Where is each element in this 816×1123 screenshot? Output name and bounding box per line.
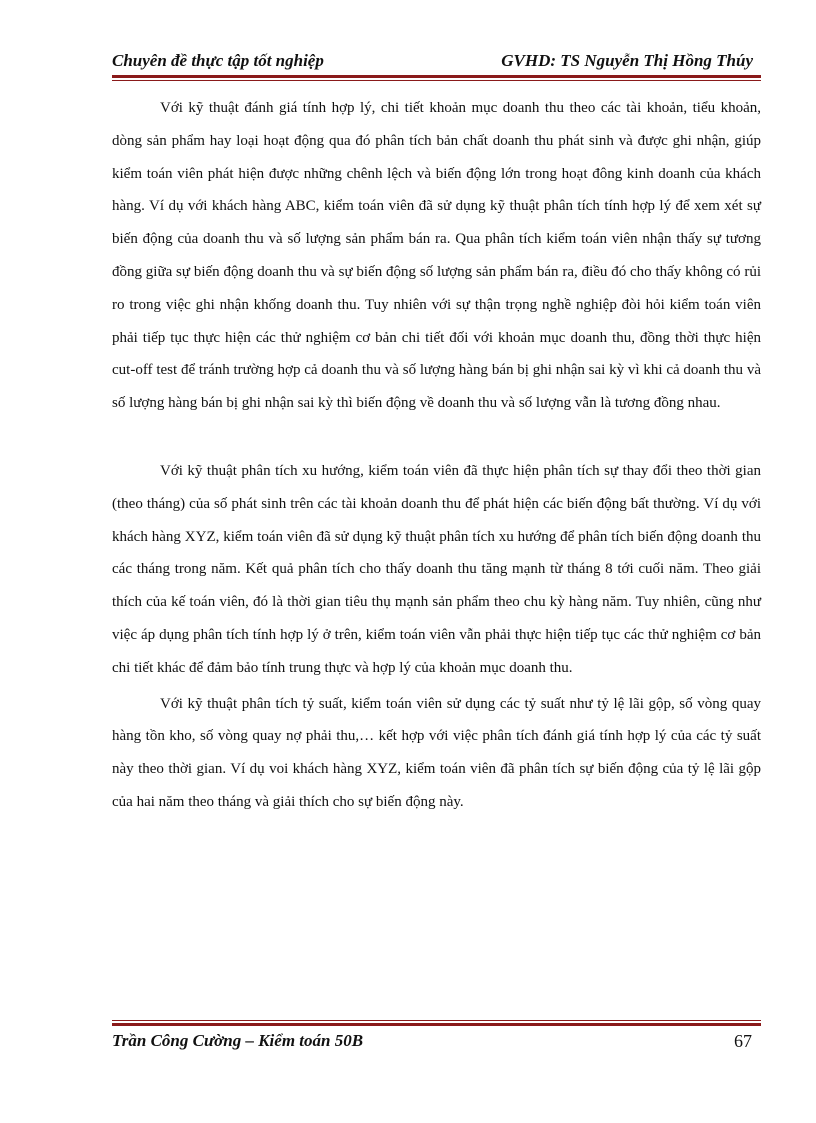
body-text: [112, 92, 761, 819]
header-rule: [112, 75, 761, 81]
paragraph-reasonableness-analysis: Với kỹ thuật đánh giá tính hợp lý, chi tiết khoản mục doanh thu theo các tài khoản, tiểu khoản, dòng sản phẩm hay loại hoạt động qua đó phân tích bản chất doanh thu phát sinh và được ghi nhận, giúp kiểm toán viên phát hiện được những chênh lệch và biến động lớn trong hoạt đông kinh doanh của khách hàng. Ví dụ với khách hàng ABC, kiểm toán viên đã sử dụng kỹ thuật phân tích tính hợp lý để xem xét sự biến động của doanh thu và số lượng sản phẩm bán ra. Qua phân tích kiểm toán viên nhận thấy sự tương đồng giữa sự biến động doanh thu và sự biến động số lượng sản phẩm bán ra, điều đó cho thấy không có rủi ro trong việc ghi nhận khống doanh thu. Tuy nhiên với sự thận trọng nghề nghiệp đòi hỏi kiểm toán viên phải tiếp tục thực hiện các thử nghiệm cơ bản chi tiết đối với khoản mục doanh thu, đồng thời thực hiện cut-off test để tránh trường hợp cả doanh thu và số lượng hàng bán bị ghi nhận sai kỳ vì khi cả doanh thu và số lượng hàng bán bị ghi nhận sai kỳ thì biến động về doanh thu và số lượng vẫn là tương đồng nhau.: [112, 100, 761, 412]
header-document-title: Chuyên đề thực tập tốt nghiệp: [112, 51, 324, 70]
footer-author: Trần Công Cường – Kiểm toán 50B: [112, 1031, 364, 1050]
header-supervisor: GVHD: TS Nguyễn Thị Hồng Thúy: [501, 51, 753, 70]
paragraph-trend-analysis: Với kỹ thuật phân tích xu hướng, kiểm toán viên đã thực hiện phân tích sự thay đổi theo thời gian (theo tháng) của số phát sinh trên các tài khoản doanh thu để phát hiện các biến động bất thường. Ví dụ với khách hàng XYZ, kiểm toán viên đã sử dụng kỹ thuật phân tích xu hướng để phân tích biến động doanh thu các tháng trong năm. Kết quả phân tích cho thấy doanh thu tăng mạnh từ tháng 8 tới cuối năm. Theo giải thích của kế toán viên, đó là thời gian tiêu thụ mạnh sản phẩm theo chu kỳ hàng năm. Tuy nhiên, cũng như việc áp dụng phân tích tính hợp lý ở trên, kiểm toán viên vẫn phải thực hiện tiếp tục các thử nghiệm cơ bản chi tiết khác để đảm bảo tính trung thực và hợp lý của khoản mục doanh thu.: [112, 462, 761, 676]
footer-rule: [112, 1020, 761, 1026]
page-header: [112, 50, 753, 72]
paragraph-ratio-analysis: Với kỹ thuật phân tích tỷ suất, kiểm toán viên sử dụng các tỷ suất như tỷ lệ lãi gộp, số vòng quay hàng tồn kho, số vòng quay nợ phải thu,… kết hợp với việc phân tích đánh giá tính hợp lý của các tỷ suất này theo thời gian. Ví dụ voi khách hàng XYZ, kiểm toán viên đã phân tích sự biến động của tỷ lệ lãi gộp của hai năm theo tháng và giải thích cho sự biến động này.: [112, 695, 761, 810]
page-number: 67: [734, 1031, 752, 1051]
